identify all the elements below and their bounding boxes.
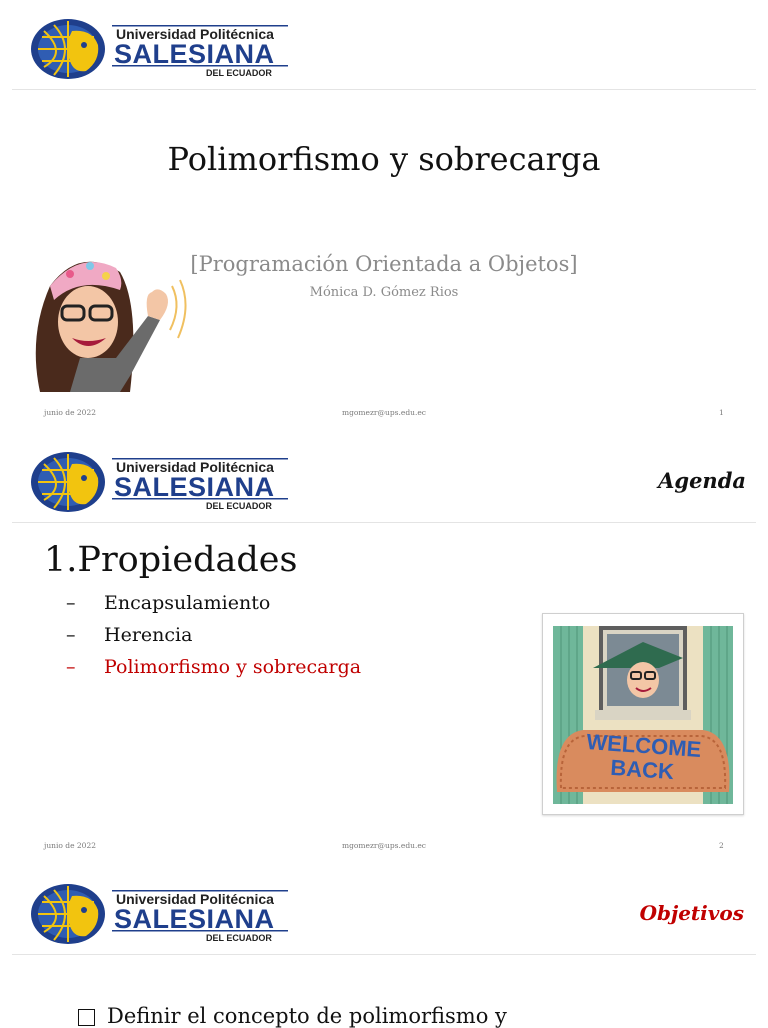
slide-title: Polimorfismo y sobrecarga: [167, 140, 601, 178]
agenda-heading: [44, 540, 297, 580]
logo-line-2: SALESIANA: [114, 472, 275, 502]
welcome-back-image: [542, 613, 744, 815]
logo-line-2: SALESIANA: [114, 39, 275, 69]
footer-email: mgomezr@ups.edu.ec: [342, 841, 426, 850]
logo-line-1: Universidad Politécnica: [116, 459, 274, 475]
welcome-back-caption: WELCOME BACK: [585, 729, 703, 785]
footer-date: junio de 2022: [44, 841, 96, 850]
university-logo: [30, 17, 292, 81]
university-logo: [30, 450, 292, 514]
logo-line-1: Universidad Politécnica: [116, 26, 274, 42]
checkbox-icon: [78, 1009, 95, 1026]
logo-line-2: SALESIANA: [114, 904, 275, 934]
slide-subtitle: [Programación Orientada a Objetos]: [190, 252, 578, 276]
bullet-dash: –: [66, 592, 76, 614]
footer-page-number: 1: [719, 408, 724, 417]
university-logo: [30, 882, 292, 946]
bullet-dash: –: [66, 656, 76, 678]
footer-page-number: 2: [719, 841, 724, 850]
footer-date: junio de 2022: [44, 408, 96, 417]
agenda-item-label: Encapsulamiento: [104, 592, 271, 614]
logo-line-3: DEL ECUADOR: [206, 933, 272, 943]
slide-3: [0, 864, 768, 1028]
agenda-item-label: Polimorfismo y sobrecarga: [104, 656, 362, 678]
slide-1: [0, 0, 768, 432]
logo-line-3: DEL ECUADOR: [206, 501, 272, 511]
slide-header-title: Agenda: [658, 468, 746, 493]
footer-email: mgomezr@ups.edu.ec: [342, 408, 426, 417]
agenda-heading-text: Propiedades: [77, 540, 298, 580]
objective-item-label: Definir el concepto de polimorfismo y: [107, 1004, 507, 1028]
header-divider: [12, 89, 756, 90]
agenda-heading-number: 1.: [44, 540, 78, 580]
logo-line-1: Universidad Politécnica: [116, 891, 274, 907]
objective-item: [78, 1004, 507, 1028]
logo-line-3: DEL ECUADOR: [206, 68, 272, 78]
slide-2: [0, 432, 768, 864]
header-divider: [12, 954, 756, 955]
header-divider: [12, 522, 756, 523]
bullet-dash: –: [66, 624, 76, 646]
slide-author: Mónica D. Gómez Rios: [309, 285, 459, 300]
slide-header-title: Objetivos: [639, 901, 744, 925]
agenda-item-label: Herencia: [104, 624, 193, 646]
